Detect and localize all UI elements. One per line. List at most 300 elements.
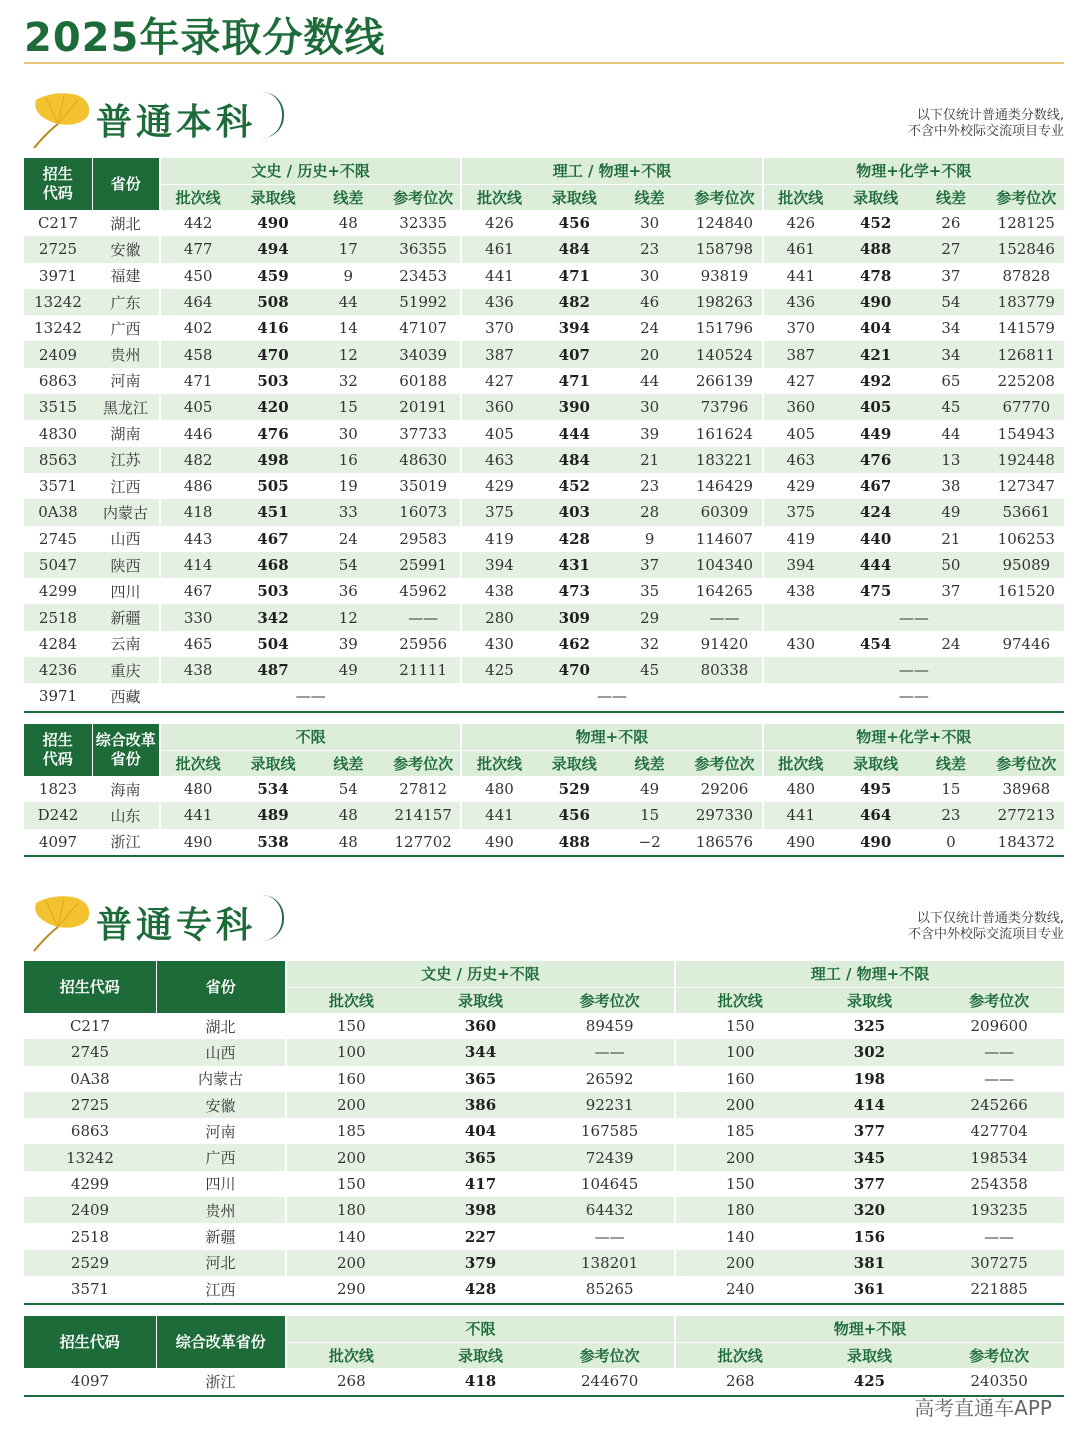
table-cell: 504 — [257, 634, 289, 653]
table-cell: 54 — [913, 289, 988, 315]
table-cell: 302 — [805, 1039, 935, 1065]
table-cell: 4097 — [38, 832, 78, 851]
watermark: 高考直通车APP — [914, 1396, 1052, 1420]
table-cell: 4299 — [38, 582, 78, 601]
table-cell: 488 — [838, 236, 913, 262]
table-cell: 441 — [461, 263, 536, 289]
table-cell-empty: —— — [461, 683, 762, 709]
table-cell: 198263 — [687, 289, 762, 315]
table-cell: 463 — [461, 447, 536, 473]
table-cell: 49 — [913, 499, 988, 525]
table-cell: 198 — [853, 1069, 886, 1088]
table-cell: 419 — [763, 526, 838, 552]
table-cell: 476 — [257, 424, 289, 443]
table-cell: 330 — [160, 604, 235, 630]
table-cell: 124840 — [695, 214, 754, 233]
table-cell: 5047 — [24, 552, 92, 578]
column-header: 线差 — [612, 184, 687, 210]
table-row — [24, 1171, 1064, 1197]
table-cell: 2409 — [24, 1197, 156, 1223]
table-cell: 419 — [461, 526, 536, 552]
table-cell: 468 — [235, 552, 310, 578]
table-cell: 320 — [805, 1197, 935, 1223]
table-cell: 461 — [461, 236, 536, 262]
table-cell: 152846 — [989, 236, 1064, 262]
table-cell: 24 — [941, 634, 961, 653]
table-cell: 27812 — [399, 780, 447, 799]
table-cell: 471 — [558, 371, 590, 390]
table-cell: 重庆 — [92, 657, 160, 683]
table-cell: 200 — [675, 1092, 805, 1118]
table-cell: 100 — [286, 1039, 416, 1065]
table-cell: 192448 — [989, 447, 1064, 473]
table-cell: 34 — [941, 319, 961, 338]
table-cell: 254358 — [970, 1174, 1028, 1193]
table-cell: 江西 — [205, 1280, 236, 1299]
table-cell: 198534 — [934, 1144, 1064, 1170]
table-cell: 490 — [461, 829, 536, 855]
table-cell: 126811 — [989, 341, 1064, 367]
table-cell: —— — [984, 1227, 1015, 1246]
table-cell: 23 — [612, 236, 687, 262]
header-row — [24, 724, 1064, 750]
table-cell: 13242 — [24, 289, 92, 315]
table-cell: 53661 — [989, 499, 1064, 525]
table-cell: 西藏 — [110, 687, 141, 706]
table-cell: 424 — [838, 499, 913, 525]
table-cell: 江苏 — [92, 447, 160, 473]
table-cell: 180 — [286, 1197, 416, 1223]
table-cell: 429 — [461, 473, 536, 499]
table-row — [24, 368, 1064, 394]
column-header: 批次线 — [286, 987, 416, 1013]
table-cell: 60309 — [687, 499, 762, 525]
table-cell: 贵州 — [92, 341, 160, 367]
header-line: 代码 — [42, 750, 73, 768]
table-row — [24, 631, 1064, 657]
table-cell: 36355 — [386, 236, 461, 262]
table-cell: 200 — [286, 1144, 416, 1170]
table-cell: 307275 — [934, 1250, 1064, 1276]
table-cell-empty: —— — [763, 604, 1064, 630]
table-cell: 164265 — [695, 582, 754, 601]
table-cell: 221885 — [970, 1280, 1028, 1299]
table-cell: 150 — [286, 1013, 416, 1039]
column-header: 参考位次 — [934, 1342, 1064, 1368]
table-cell: 127702 — [394, 832, 452, 851]
table-cell: 35019 — [399, 477, 447, 496]
table-cell: 贵州 — [156, 1197, 286, 1223]
table-cell: 150 — [286, 1171, 416, 1197]
table-cell: 30 — [640, 214, 660, 233]
table-cell: 430 — [763, 631, 838, 657]
table-cell: 2518 — [24, 604, 92, 630]
table-cell: 新疆 — [92, 604, 160, 630]
table-cell: 478 — [859, 266, 892, 285]
table-cell: 277213 — [989, 802, 1064, 828]
table-cell: 0A38 — [70, 1069, 110, 1088]
table-cell: 21 — [612, 447, 687, 473]
table-cell: 488 — [558, 832, 590, 851]
table-cell: 444 — [838, 552, 913, 578]
column-header: 线差 — [311, 184, 386, 210]
table-cell: 438 — [160, 657, 235, 683]
table-cell: 97446 — [1002, 634, 1051, 653]
table-cell: 广东 — [92, 289, 160, 315]
table-cell: 476 — [838, 447, 913, 473]
column-header: 录取线 — [537, 184, 612, 210]
table-cell: 505 — [257, 477, 289, 496]
table-cell: C217 — [37, 214, 79, 233]
table-cell: 200 — [675, 1250, 805, 1276]
table-cell: 154943 — [997, 424, 1055, 443]
table-cell: 418 — [464, 1372, 497, 1391]
section-note: 以下仅统计普通类分数线, 不含中外校际交流项目专业 — [907, 108, 1064, 139]
table-cell: 37 — [612, 552, 687, 578]
header-line: 综合改革 — [95, 731, 156, 749]
table-cell: 458 — [160, 341, 235, 367]
table-row — [24, 1066, 1064, 1092]
table-cell: 407 — [537, 341, 612, 367]
table-cell: 45962 — [399, 582, 447, 601]
table-cell: 30 — [612, 394, 687, 420]
table-cell: 360 — [461, 394, 536, 420]
column-header: 参考位次 — [989, 750, 1064, 776]
table-cell: 0A38 — [24, 499, 92, 525]
table-cell: 446 — [160, 420, 235, 446]
table-cell: 150 — [675, 1171, 805, 1197]
table-cell: 375 — [461, 499, 536, 525]
table-cell: 420 — [235, 394, 310, 420]
table-cell: 2409 — [24, 341, 92, 367]
table-cell: 404 — [859, 319, 892, 338]
table-cell: 280 — [461, 604, 536, 630]
province-column-header: 省份 — [92, 158, 160, 210]
table-cell: 87828 — [1002, 266, 1051, 285]
table-cell: 360 — [763, 394, 838, 420]
header-row — [24, 158, 1064, 184]
table-cell: 64432 — [545, 1197, 675, 1223]
table-cell: 459 — [257, 266, 289, 285]
table-cell: 436 — [461, 289, 536, 315]
column-header: 参考位次 — [934, 987, 1064, 1013]
table-cell: 184372 — [997, 832, 1055, 851]
column-header: 参考位次 — [545, 987, 675, 1013]
ginkgo-leaf-icon — [24, 90, 94, 150]
bachelor-section-header — [24, 90, 1064, 150]
code-column-header — [24, 158, 92, 210]
table-row — [24, 1368, 1064, 1394]
title-divider — [24, 62, 1064, 64]
table-cell: 广西 — [156, 1144, 286, 1170]
table-cell: 451 — [235, 499, 310, 525]
table-cell: 150 — [675, 1013, 805, 1039]
group-header: 物理+化学+不限 — [763, 158, 1064, 184]
table-cell: —— — [984, 1069, 1015, 1088]
table-cell: 361 — [853, 1280, 886, 1299]
table-cell: 487 — [235, 657, 310, 683]
table-cell: 475 — [859, 582, 892, 601]
table-divider — [24, 1303, 1064, 1305]
table-cell: 456 — [558, 214, 590, 233]
table-cell: 489 — [235, 802, 310, 828]
title-bracket — [262, 895, 284, 941]
table-cell: 浙江 — [110, 833, 141, 852]
table-cell: 13242 — [34, 319, 82, 338]
table-cell: 39 — [640, 424, 660, 443]
table-cell: 462 — [558, 634, 590, 653]
table-cell: 534 — [257, 780, 289, 799]
table-row — [24, 552, 1064, 578]
section-title: 普通专科 — [96, 905, 257, 946]
table-cell: 529 — [558, 780, 590, 799]
table-row — [24, 578, 1064, 604]
table-cell: 244670 — [581, 1372, 639, 1391]
table-row — [24, 499, 1064, 525]
table-cell: 46 — [612, 289, 687, 315]
table-cell: 44 — [311, 289, 386, 315]
table-cell: 441 — [763, 263, 838, 289]
table-cell: 325 — [853, 1017, 886, 1036]
ginkgo-leaf-icon — [24, 893, 94, 953]
table-cell: 427 — [763, 368, 838, 394]
header-line: 代码 — [42, 184, 73, 202]
table-cell: 4830 — [38, 424, 78, 443]
table-cell: 12 — [311, 341, 386, 367]
table-cell: 江西 — [110, 477, 141, 496]
column-header: 批次线 — [160, 184, 235, 210]
table-cell: 494 — [235, 236, 310, 262]
header-line: 招生 — [42, 165, 73, 183]
header-row — [24, 1316, 1064, 1342]
column-header: 参考位次 — [386, 184, 461, 210]
table-cell: 141579 — [997, 319, 1055, 338]
table-row — [24, 1144, 1064, 1170]
column-header: 批次线 — [675, 1342, 805, 1368]
table-cell: 404 — [464, 1122, 497, 1141]
table-cell: 35 — [640, 582, 660, 601]
table-cell: 227 — [464, 1227, 497, 1246]
table-cell: 湖南 — [110, 425, 141, 444]
table-cell: 394 — [461, 552, 536, 578]
table-cell: 104645 — [581, 1174, 639, 1193]
table-cell: 13 — [913, 447, 988, 473]
table-cell: 454 — [859, 634, 892, 653]
column-header: 参考位次 — [989, 184, 1064, 210]
table-row — [24, 394, 1064, 420]
table-cell: 140524 — [687, 341, 762, 367]
province-column-header: 省份 — [156, 961, 286, 1013]
table-cell: 430 — [461, 631, 536, 657]
table-cell-empty: —— — [763, 683, 1064, 709]
table-cell: 266139 — [695, 371, 754, 390]
table-cell: 449 — [859, 424, 892, 443]
column-header: 参考位次 — [386, 750, 461, 776]
table-cell: 450 — [160, 263, 235, 289]
table-cell: 492 — [859, 371, 892, 390]
table-cell: 44 — [941, 424, 961, 443]
table-cell: 417 — [464, 1174, 497, 1193]
table-cell: 490 — [859, 832, 892, 851]
table-row — [24, 657, 1064, 683]
table-cell: 405 — [838, 394, 913, 420]
table-cell: 452 — [558, 477, 590, 496]
table-cell: 486 — [160, 473, 235, 499]
table-cell: 438 — [763, 578, 838, 604]
table-divider — [24, 855, 1064, 857]
table-cell: 183779 — [989, 289, 1064, 315]
table-cell: 30 — [338, 424, 358, 443]
table-cell: 426 — [461, 210, 536, 236]
table-cell: 140 — [286, 1223, 416, 1249]
table-cell: 33 — [311, 499, 386, 525]
group-header: 不限 — [286, 1316, 675, 1342]
table-cell: 湖北 — [205, 1017, 236, 1036]
table-cell: 45 — [913, 394, 988, 420]
table-cell: 370 — [763, 315, 838, 341]
table-cell: 9 — [644, 529, 655, 548]
table-cell: 381 — [805, 1250, 935, 1276]
associate-reform-table — [24, 1316, 1064, 1394]
table-row — [24, 289, 1064, 315]
table-divider — [24, 711, 1064, 713]
table-cell: 490 — [257, 214, 289, 233]
table-cell: 2725 — [24, 236, 92, 262]
table-cell: 26592 — [585, 1069, 634, 1088]
table-row — [24, 829, 1064, 855]
table-divider — [24, 1395, 1064, 1397]
table-cell: 470 — [537, 657, 612, 683]
table-cell: 3571 — [70, 1280, 110, 1299]
table-cell: 65 — [941, 371, 961, 390]
table-cell: 344 — [416, 1039, 546, 1065]
table-cell: 21 — [941, 529, 961, 548]
table-cell: 387 — [461, 341, 536, 367]
table-cell: 安徽 — [156, 1092, 286, 1118]
group-header: 物理+不限 — [675, 1316, 1064, 1342]
column-header: 批次线 — [763, 184, 838, 210]
title-bracket — [262, 92, 284, 138]
table-cell: 394 — [558, 319, 590, 338]
table-cell: 14 — [338, 319, 358, 338]
table-cell: 32335 — [399, 214, 447, 233]
table-cell: 490 — [838, 289, 913, 315]
table-cell: 180 — [675, 1197, 805, 1223]
table-cell: 38968 — [1002, 780, 1051, 799]
page-title: 2025年录取分数线 — [24, 15, 386, 61]
table-cell: 29583 — [399, 529, 447, 548]
table-cell: 4284 — [38, 634, 78, 653]
table-row — [24, 526, 1064, 552]
table-cell: 8563 — [24, 447, 92, 473]
table-cell: 161520 — [997, 582, 1055, 601]
table-cell: 477 — [160, 236, 235, 262]
column-header: 线差 — [913, 184, 988, 210]
associate-main-table — [24, 961, 1064, 1302]
table-cell: 河北 — [156, 1250, 286, 1276]
table-cell: 465 — [160, 631, 235, 657]
column-header: 批次线 — [461, 750, 536, 776]
table-cell: 四川 — [110, 582, 141, 601]
table-cell: 37 — [941, 582, 961, 601]
table-cell: 160 — [286, 1066, 416, 1092]
table-cell: 160 — [675, 1066, 805, 1092]
table-cell: 24 — [640, 319, 660, 338]
table-cell: 50 — [913, 552, 988, 578]
table-cell: 405 — [160, 394, 235, 420]
table-cell: 3571 — [38, 477, 78, 496]
table-cell: 19 — [338, 477, 358, 496]
table-cell: 49 — [311, 657, 386, 683]
table-cell: 34039 — [386, 341, 461, 367]
table-cell: 441 — [461, 802, 536, 828]
table-cell: 21111 — [386, 657, 461, 683]
table-cell: 375 — [763, 499, 838, 525]
table-row — [24, 604, 1064, 630]
table-cell: 442 — [160, 210, 235, 236]
table-row — [24, 1092, 1064, 1118]
table-cell: —— — [687, 604, 762, 630]
header-line: 省份 — [110, 750, 141, 768]
table-cell: 9 — [343, 266, 354, 285]
table-cell: 461 — [763, 236, 838, 262]
table-cell: 416 — [257, 319, 289, 338]
table-cell: 495 — [859, 780, 892, 799]
table-row — [24, 473, 1064, 499]
column-header: 批次线 — [160, 750, 235, 776]
table-cell: 37733 — [399, 424, 447, 443]
table-row — [24, 1197, 1064, 1223]
table-cell: 146429 — [695, 477, 754, 496]
table-cell: 482 — [160, 447, 235, 473]
table-cell: 17 — [311, 236, 386, 262]
table-row — [24, 1039, 1064, 1065]
table-cell: 73796 — [687, 394, 762, 420]
table-cell: 95089 — [989, 552, 1064, 578]
table-cell: 54 — [311, 552, 386, 578]
table-cell: 167585 — [581, 1122, 639, 1141]
code-column-header — [24, 724, 92, 776]
table-cell: 185 — [675, 1118, 805, 1144]
table-cell: 广西 — [110, 319, 141, 338]
table-cell: 444 — [558, 424, 590, 443]
table-cell: 503 — [257, 582, 289, 601]
table-cell: 482 — [537, 289, 612, 315]
table-cell: 80338 — [687, 657, 762, 683]
table-cell: 140 — [675, 1223, 805, 1249]
table-cell: 云南 — [110, 635, 141, 654]
table-cell: 342 — [235, 604, 310, 630]
code-column-header: 招生代码 — [24, 961, 156, 1013]
table-cell: 39 — [338, 634, 358, 653]
table-cell: 89459 — [585, 1017, 634, 1036]
table-cell: 425 — [461, 657, 536, 683]
table-cell: 414 — [160, 552, 235, 578]
table-cell: 427 — [461, 368, 536, 394]
table-cell: 390 — [537, 394, 612, 420]
table-cell: 2745 — [38, 529, 78, 548]
table-cell: 30 — [640, 266, 660, 285]
table-cell: 54 — [338, 780, 358, 799]
table-cell: 297330 — [687, 802, 762, 828]
table-cell: 427704 — [970, 1122, 1028, 1141]
table-cell: C217 — [69, 1017, 111, 1036]
header-line: 招生 — [42, 731, 73, 749]
table-cell: 290 — [286, 1276, 416, 1302]
province-column-header: 综合改革省份 — [156, 1316, 286, 1368]
column-header: 批次线 — [763, 750, 838, 776]
table-cell: 32 — [338, 371, 358, 390]
